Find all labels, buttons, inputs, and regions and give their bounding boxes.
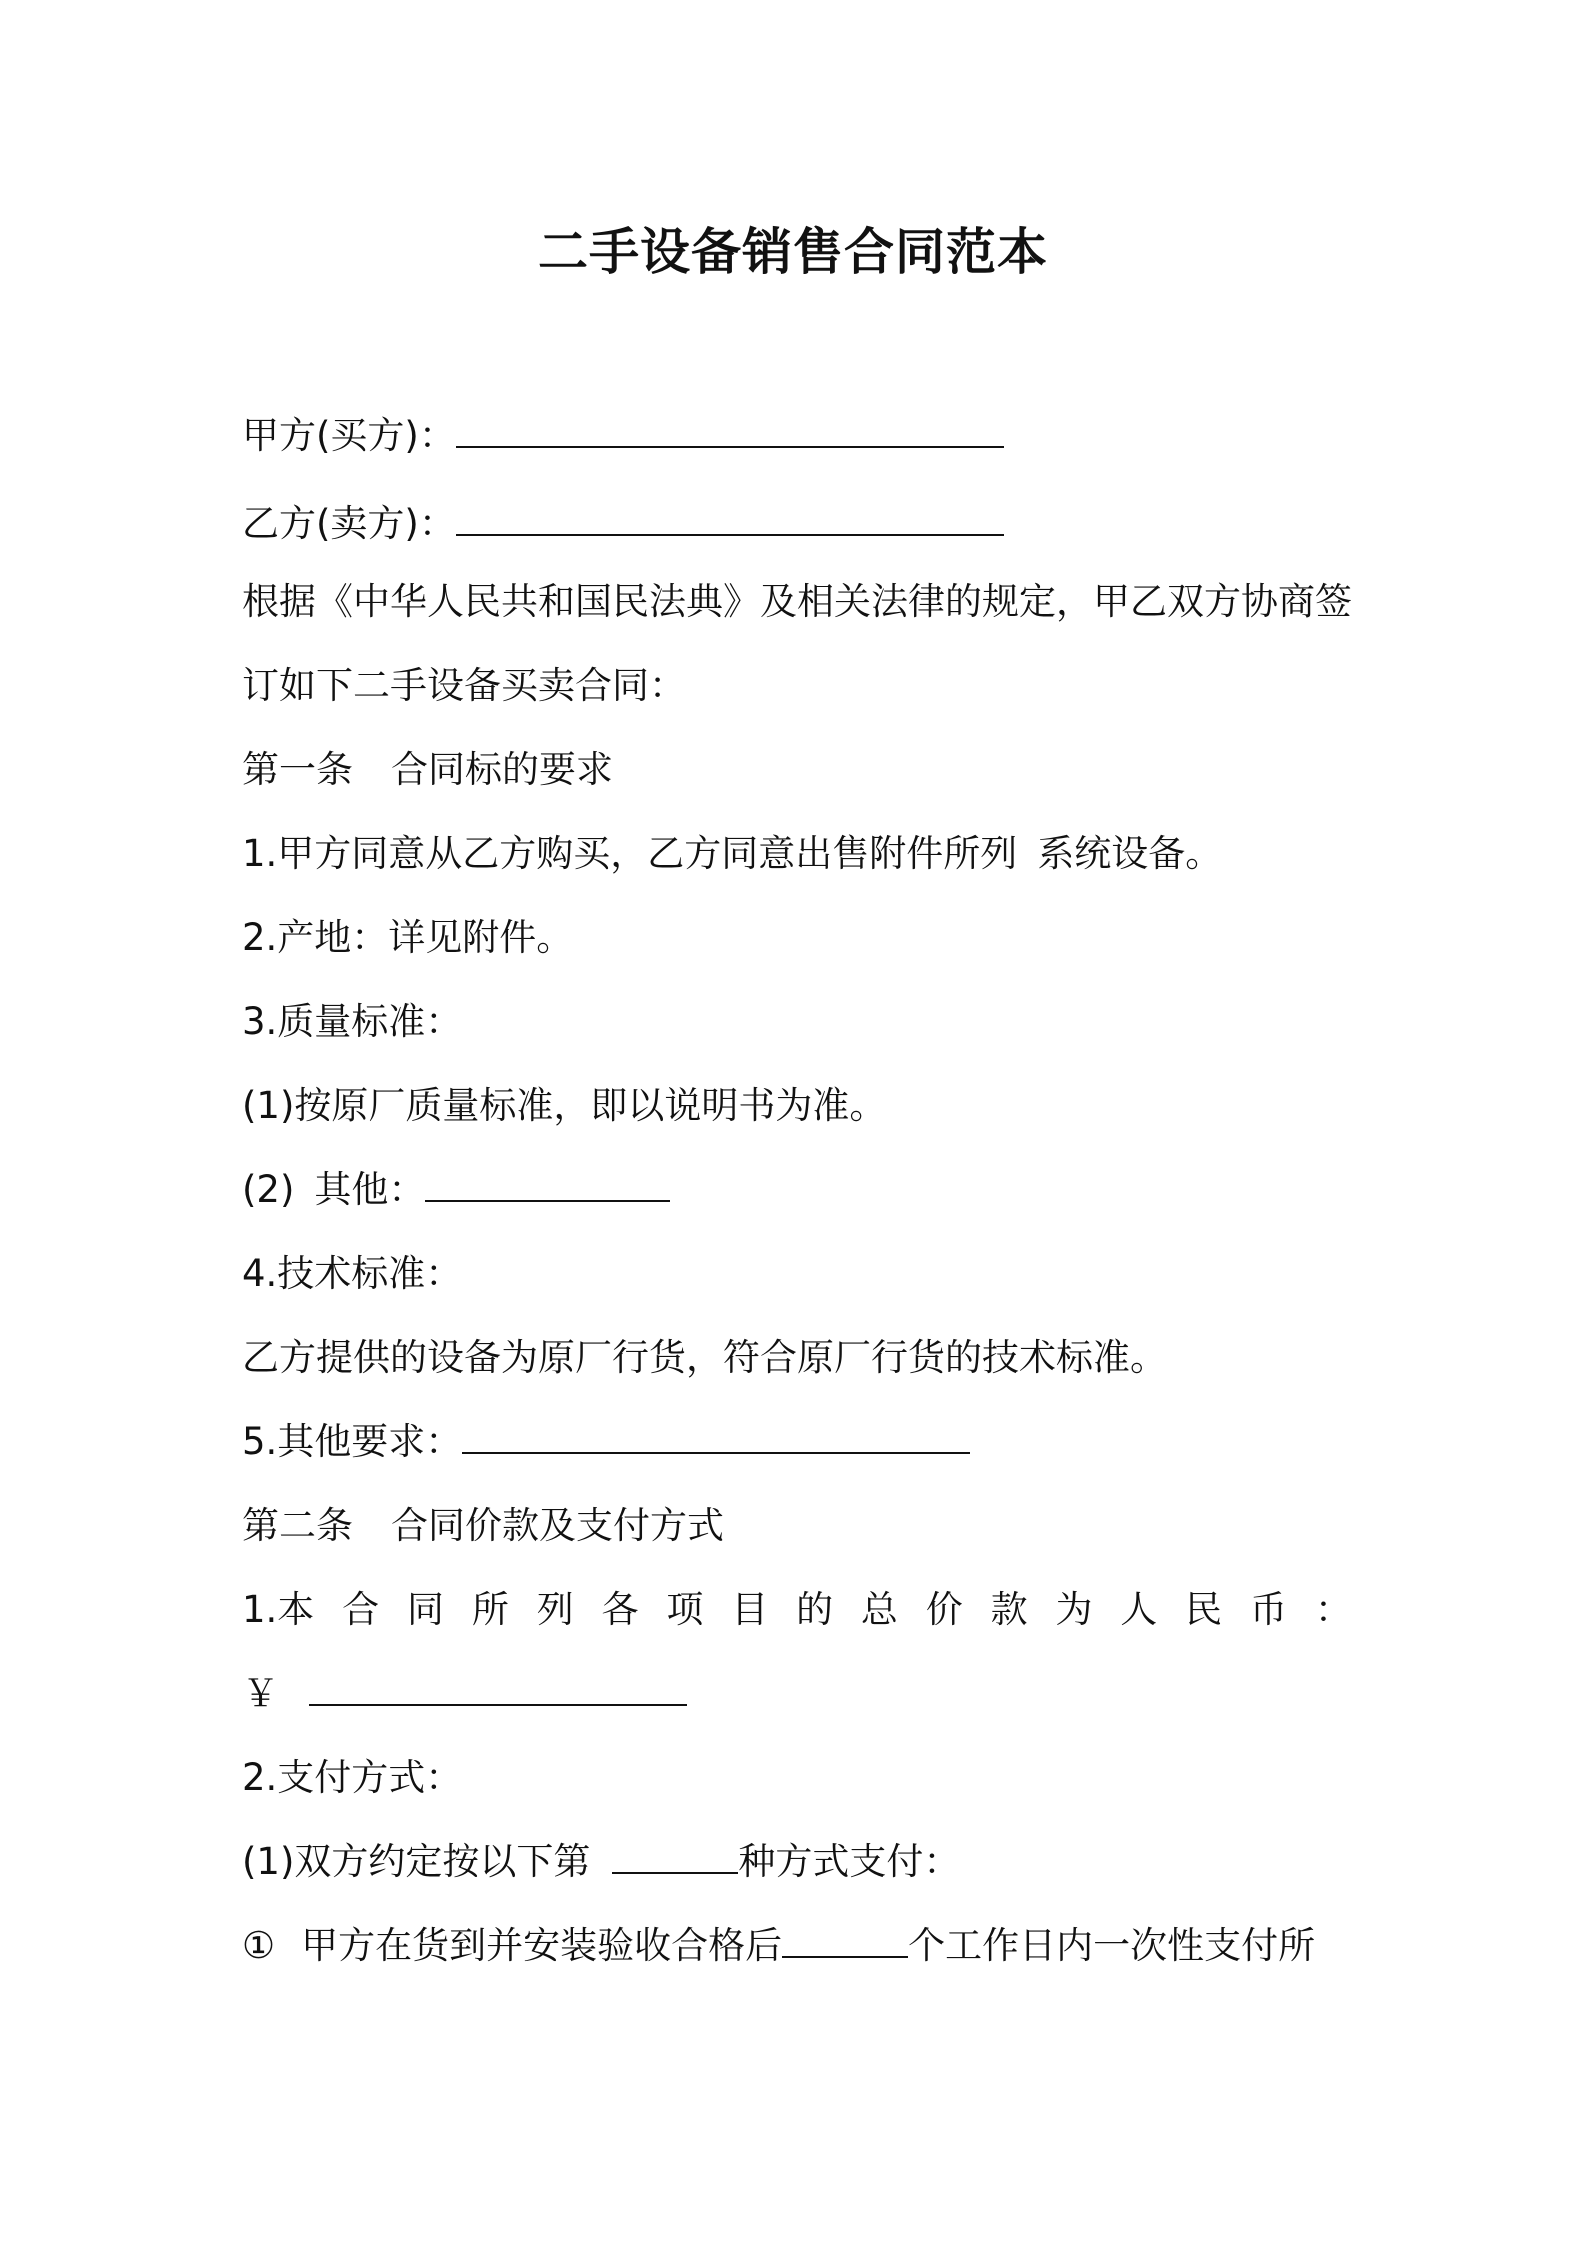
total-price-char: 款 (990, 1588, 1028, 1631)
payment-method-blank[interactable] (612, 1838, 738, 1874)
other-quality-blank[interactable] (425, 1166, 670, 1202)
document-title: 二手设备销售合同范本 (538, 223, 1048, 281)
article-1-item-5 (242, 1418, 970, 1466)
total-price-blank[interactable] (309, 1670, 687, 1706)
article-2-item-2-sub-1 (242, 1838, 960, 1886)
party-b-label: 乙方(卖方)： (242, 502, 456, 545)
article-2-heading (242, 1502, 724, 1550)
option-1-text: 甲方在货到并安装验收合格后 (301, 1924, 783, 1967)
intro-line-1: 根据《中华人民共和国民法典》及相关法律的规定，甲乙双方协商签 (242, 580, 1352, 623)
article-1-item-1-text: 1.甲方同意从乙方购买，乙方同意出售附件所列 (242, 832, 1018, 875)
intro-line-2: 订如下二手设备买卖合同： (242, 664, 686, 707)
article-1-item-4: 4.技术标准： (242, 1252, 463, 1295)
option-1-text-end: 个工作日内一次性支付所 (908, 1924, 1316, 1967)
working-days-blank[interactable] (782, 1922, 908, 1958)
article-1-item-5-label: 5.其他要求： (242, 1420, 463, 1463)
article-1-item-3-sub-2 (242, 1166, 670, 1214)
total-price-char: 价 (925, 1588, 963, 1631)
total-price-char: 项 (666, 1588, 704, 1631)
party-b-blank[interactable] (456, 500, 1004, 536)
total-price-char: 人 (1120, 1588, 1158, 1631)
payment-method-text-end: 种方式支付： (738, 1840, 961, 1883)
payment-method-text: (1)双方约定按以下第 (242, 1840, 591, 1883)
total-price-char: 总 (860, 1588, 898, 1631)
article-2-title: 合同价款及支付方式 (391, 1504, 724, 1547)
total-price-char: 1.本 (242, 1588, 315, 1631)
payment-option-1 (242, 1922, 1315, 1970)
total-price-char: 同 (407, 1588, 444, 1631)
article-1-item-3: 3.质量标准： (242, 1000, 463, 1043)
total-price-char: 各 (601, 1588, 639, 1631)
article-2-number: 第二条 (242, 1504, 353, 1547)
party-a-line (242, 412, 1004, 460)
currency-symbol: ￥ (242, 1672, 279, 1715)
other-requirements-blank[interactable] (462, 1418, 970, 1454)
party-a-label: 甲方(买方)： (242, 414, 456, 457)
article-1-number: 第一条 (242, 748, 353, 791)
currency-line (242, 1670, 687, 1718)
option-1-marker: ① (242, 1924, 276, 1967)
party-a-blank[interactable] (456, 412, 1004, 448)
total-price-char: 所 (471, 1588, 509, 1631)
article-1-item-1-text-end: 系统设备。 (1037, 832, 1223, 875)
total-price-char: 币 (1249, 1588, 1287, 1631)
total-price-char: 的 (796, 1588, 834, 1631)
article-1-item-3-sub-2-number: (2) (242, 1168, 295, 1211)
total-price-char: 合 (342, 1588, 380, 1631)
total-price-char: 目 (731, 1588, 769, 1631)
article-1-item-3-sub-1: (1)按原厂质量标准，即以说明书为准。 (242, 1084, 887, 1127)
article-1-title: 合同标的要求 (391, 748, 613, 791)
article-1-heading (242, 746, 613, 794)
party-b-line (242, 500, 1004, 548)
article-2-item-1 (242, 1586, 1352, 1634)
article-1-item-4-text: 乙方提供的设备为原厂行货，符合原厂行货的技术标准。 (242, 1336, 1167, 1379)
article-1-item-3-sub-2-label: 其他： (314, 1168, 426, 1211)
total-price-char: 民 (1185, 1588, 1223, 1631)
article-2-item-2: 2.支付方式： (242, 1756, 463, 1799)
total-price-char: 为 (1055, 1588, 1093, 1631)
article-1-item-2: 2.产地：详见附件。 (242, 916, 574, 959)
total-price-char: ： (1314, 1588, 1352, 1631)
article-1-item-1 (242, 830, 1222, 878)
total-price-char: 列 (536, 1588, 574, 1631)
